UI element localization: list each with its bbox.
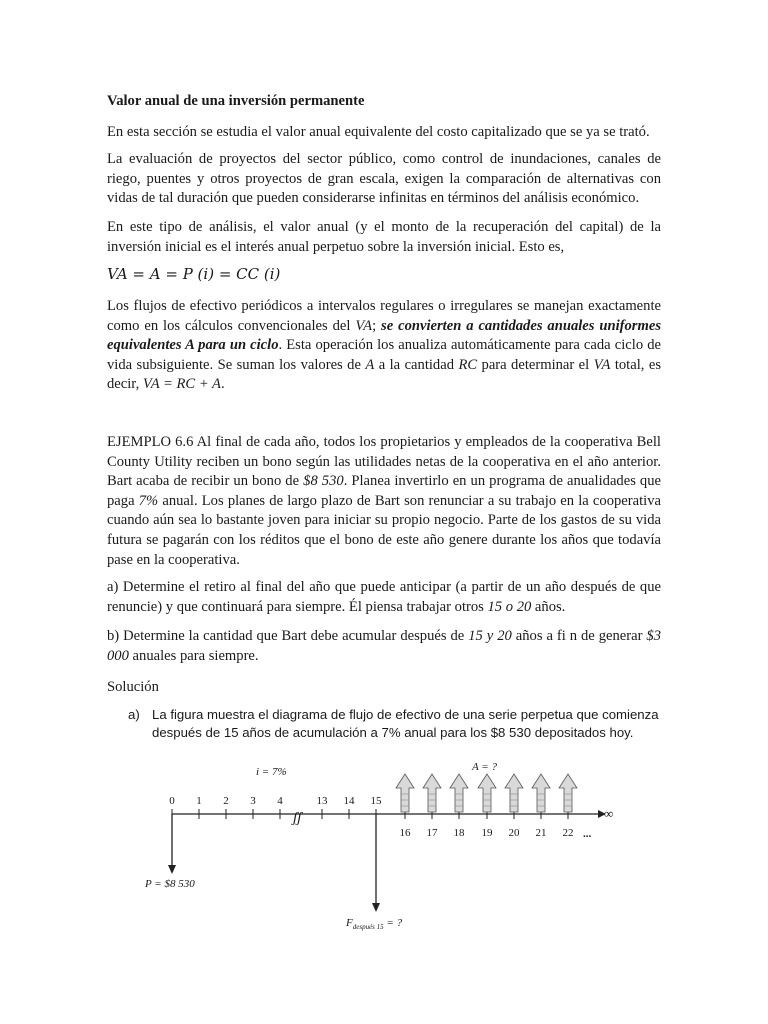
tick-label-21: 21 [535, 827, 547, 839]
tick-label-17: 17 [426, 827, 438, 839]
tick-label-3: 3 [250, 795, 256, 807]
section-title: Valor anual de una inversión permanente [107, 93, 365, 109]
rate-label: i = 7% [256, 766, 287, 778]
future-arrow-head [372, 903, 380, 912]
annuity-arrow-16 [396, 774, 414, 812]
analysis-paragraph: En este tipo de análisis, el valor anual (y el monto de la recuperación del capital) de la inversión inicial es el interés anual perpetuo sobre la inversión inicial. Esto es, [107, 219, 661, 255]
tick-label-1: 1 [196, 795, 202, 807]
public-projects-paragraph: La evaluación de proyectos del sector público, como control de inundaciones, canales de riego, puentes y otros proyectos de gran escala, exigen la comparación de alternativas con vidas de tal duración que pueden considerarse infinitas en términos del análisis económico. [107, 151, 661, 207]
annuity-arrow-19 [478, 774, 496, 812]
ellipsis: ... [583, 828, 592, 840]
annuity-arrow-21 [532, 774, 550, 812]
solution-a-marker: a) [128, 707, 140, 722]
top-tick-labels [169, 795, 382, 807]
tick-label-2: 2 [223, 795, 229, 807]
annuity-arrows [396, 774, 577, 812]
tick-label-18: 18 [453, 827, 465, 839]
tick-label-22: 22 [562, 827, 574, 839]
annual-value-formula: VA = A = P (i) = CC (i) [107, 265, 281, 283]
tick-label-20: 20 [508, 827, 520, 839]
annuity-arrow-17 [423, 774, 441, 812]
annuity-arrow-20 [505, 774, 523, 812]
present-label: P = $8 530 [145, 878, 195, 890]
axis-break-mark: ʃʃ [293, 810, 302, 826]
intro-paragraph: En esta sección se estudia el valor anual equivalente del costo capitalizado que se ya se trató. [107, 124, 650, 140]
bottom-tick-labels [400, 827, 574, 839]
tick-label-19: 19 [481, 827, 493, 839]
infinity-symbol: ∞ [604, 806, 614, 821]
tick-label-0: 0 [169, 795, 175, 807]
tick-label-4: 4 [277, 795, 283, 807]
cashflows-paragraph: Los flujos de efectivo periódicos a intervalos regulares o irregulares se manejan exactamente como en los cálculos convencionales del VA; se convierten a cantidades anuales uniformes equivalentes A para un ciclo. Esta operación los anualiza automáticamente para cada ciclo de vida subsiguiente. Se suman los valores de A a la cantidad RC para determinar el VA total, es decir, VA = RC + A. [107, 298, 661, 393]
annuity-label: A = ? [472, 761, 497, 773]
question-b: b) Determine la cantidad que Bart debe acumular después de 15 y 20 años a fi n de generar $3 000 anuales para siempre. [107, 628, 662, 664]
solution-label: Solución [107, 679, 159, 695]
tick-label-16: 16 [399, 827, 411, 839]
tick-label-14: 14 [343, 795, 355, 807]
future-label: $F_{después 15}$ = ? [346, 917, 403, 931]
solution-a-text: La figura muestra el diagrama de flujo de efectivo de una serie perpetua que comienza después de 15 años de acumulación a 7% anual para los $8 530 depositados hoy. [152, 707, 659, 740]
question-a: a) Determine el retiro al final del año que puede anticipar (a partir de un año después de que renuncie) y que continuará para siempre. Él piensa trabajar otros 15 o 20 años. [107, 579, 661, 615]
tick-label-15: 15 [370, 795, 382, 807]
annuity-arrow-18 [450, 774, 468, 812]
example-paragraph: EJEMPLO 6.6 Al final de cada año, todos los propietarios y empleados de la cooperativa Bell County Utility reciben un bono según las utilidades netas de la cooperativa en el año anterior. Bart acaba de recibir un bono de $8 530. Planea invertirlo en un programa de anualidades que paga 7% anual. Los planes de largo plazo de Bart son renunciar a su trabajo en la cooperativa cuando aún sea lo bastante joven para iniciar su propio negocio. Parte de los gastos de su vida futura se pagarán con los réditos que el bono de este año genere durante los años que todavía pase en la cooperativa. [107, 434, 661, 568]
annuity-arrow-22 [559, 774, 577, 812]
tick-label-13: 13 [316, 795, 328, 807]
present-arrow-head [168, 865, 176, 874]
